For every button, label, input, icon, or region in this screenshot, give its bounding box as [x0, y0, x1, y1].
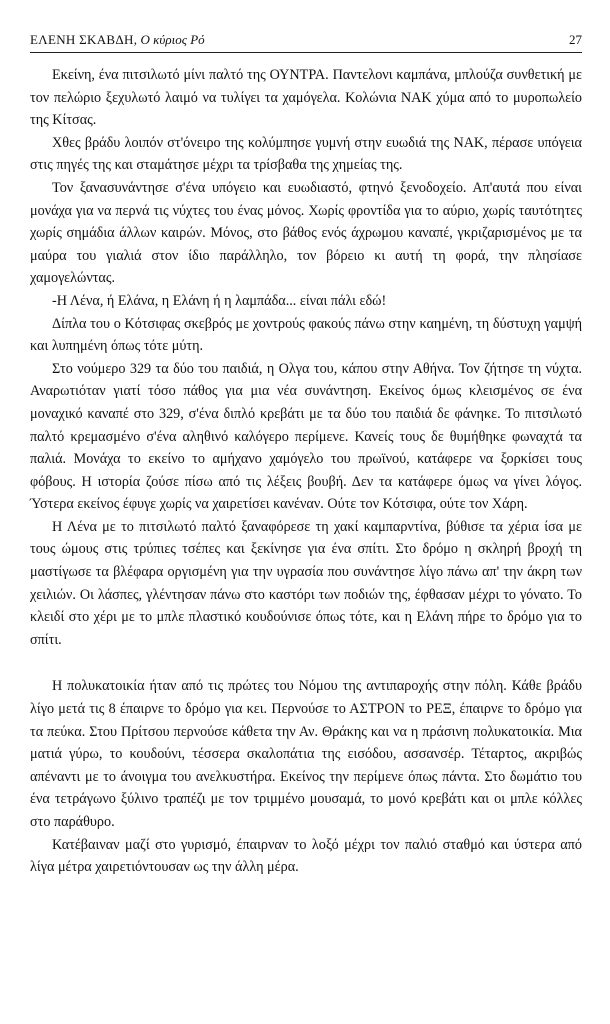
paragraph-8: Η πολυκατοικία ήταν από τις πρώτες του Νόμου της αντιπαροχής στην πόλη. Κάθε βράδυ λίγο μετά τις 8 έπαιρνε το δρόμο για κει. Περνούσε το ΑΣΤΡΟΝ το ΡΕΞ, έπαιρνε το δρόμο για τα πεύκα. Στου Πρίτσου περνούσε κάθετα την Αν. Θράκης και να η πράσινη πολυκατοικία. Μια ματιά γύρω, το κουδούνι, τέσσερα σκαλοπάτια της εισόδου, ασσανσέρ. Τέταρτος, ακριβώς απέναντι με το άνοιγμα του ανελκυστήρα. Εκείνος την περίμενε όπως πάντα. Στο δωμάτιο του ένα τετράγωνο ξύλινο τραπέζι με τον τριμμένο μουσαμά, το μονό κρεβάτι και οι μπλε κόλλες στο παράθυρο. — [30, 678, 582, 830]
paragraph-3: Τον ξανασυνάντησε σ'ένα υπόγειο και ευωδιαστό, φτηνό ξενοδοχείο. Απ'αυτά που είναι μονάχα για να περνά τις νύχτες του ένας μόνος. Χωρίς φροντίδα για το αύριο, χωρίς ταυτότητες χωρίς σημάδια άλλων καιρών. Μόνος, στο βάθος ενός άχρωμου καναπέ, γκριζαρισμένος με τα μαύρα του γιαλιά στον ίδιο παράλληλο, τον βόρειο κι αυτή τη φορά, την πλησίασε χαμογελώντας. — [30, 179, 582, 287]
paragraph-7: Η Λένα με το πιτσιλωτό παλτό ξαναφόρεσε τη χακί καμπαρντίνα, βύθισε τα χέρια ίσα με τους ώμους στις τρύπιες τσέπες και ξεκίνησε για ένα σπίτι. Στο δρόμο η σκληρή βροχή τη μαστίγωσε τα βλέφαρα οργισμένη για την υγρασία που συνάντησε λίγο πάνω απ' την άκρη των χειλιών. Οι λάσπες, γλέντησαν πάνω στο καστόρι των ποδιών της, έφθασαν μέχρι το γόνατο. Το κλειδί στο χέρι με το μπλε πλαστικό κουδούνισε όπως τότε, και η Ελάνη πήρε το δρόμο για το σπίτι. — [30, 518, 582, 648]
page-number: 27 — [569, 32, 582, 47]
paragraph-2: Χθες βράδυ λοιπόν στ'όνειρο της κολύμπησε γυμνή στην ευωδιά της ΝΑΚ, πέρασε υπόγεια στις πηγές της και σταμάτησε μέχρι τα τρίσβαθα της χημείας της. — [30, 134, 582, 174]
header-author: ΕΛΕΝΗ ΣΚΑΒΔΗ, — [30, 32, 138, 47]
header-left — [30, 32, 205, 48]
running-header — [30, 26, 582, 53]
paragraph-4: -Η Λένα, ή Ελάνα, η Ελάνη ή η λαμπάδα... είναι πάλι εδώ! — [52, 292, 387, 309]
paragraph-5: Δίπλα του ο Κότσιφας σκεβρός με χοντρούς φακούς πάνω στην καημένη, τη δύστυχη γαμψή και λυπημένη όπως τότε μύτη. — [30, 315, 582, 355]
paragraph-1: Εκείνη, ένα πιτσιλωτό μίνι παλτό της ΟΥΝΤΡΑ. Παντελονι καμπάνα, μπλούζα συνθετική με τον πελώριο ξεχυλωτό λαιμό να τυλίγει τα χαμόγελα. Κολώνια ΝΑΚ χύμα από το μυροπωλείο της Κίτσας. — [30, 67, 582, 129]
paragraph-9: Κατέβαιναν μαζί στο γυρισμό, έπαιρναν το λοξό μέχρι τον παλιό σταθμό και ύστερα από λίγα μέτρα χαιρετιόντουσαν ως την άλλη μέρα. — [30, 836, 582, 876]
paragraph-6: Στο νούμερο 329 τα δύο του παιδιά, η Ολγα του, κάπου στην Αθήνα. Τον ζήτησε τη νύχτα. Αναρωτιόταν γιατί τόσο πάθος για μια νέα συνάντηση. Εκείνος όμως κλεισμένος σε ένα μοναχικό καναπέ στο 329, σ'ένα διπλό κρεβάτι με τα δύο του παιδιά δε φάνηκε. Το πιτσιλωτό παλτό κρεμασμένο σ'ένα αληθινό καλόγερο περίμενε. Κανείς τους δε θυμήθηκε φωναχτά τα παλιά. Μονάχα το εκείνο το αμήχανο χαμόγελο του πρωϊνού, κατάφερε να ξορκίσει τους φόβους. Η ιστορία ζούσε πίσω από τις λέξεις βουβή. Δεν τα κατάφερε όμως να γίνει λόγος. Ύστερα εκείνος έφυγε χωρίς να χαιρετίσει κανέναν. Ούτε τον Κότσιφα, ούτε τον Χάρη. — [30, 360, 582, 513]
page-body — [30, 64, 582, 879]
header-title: Ο κύριος Ρό — [140, 32, 205, 47]
